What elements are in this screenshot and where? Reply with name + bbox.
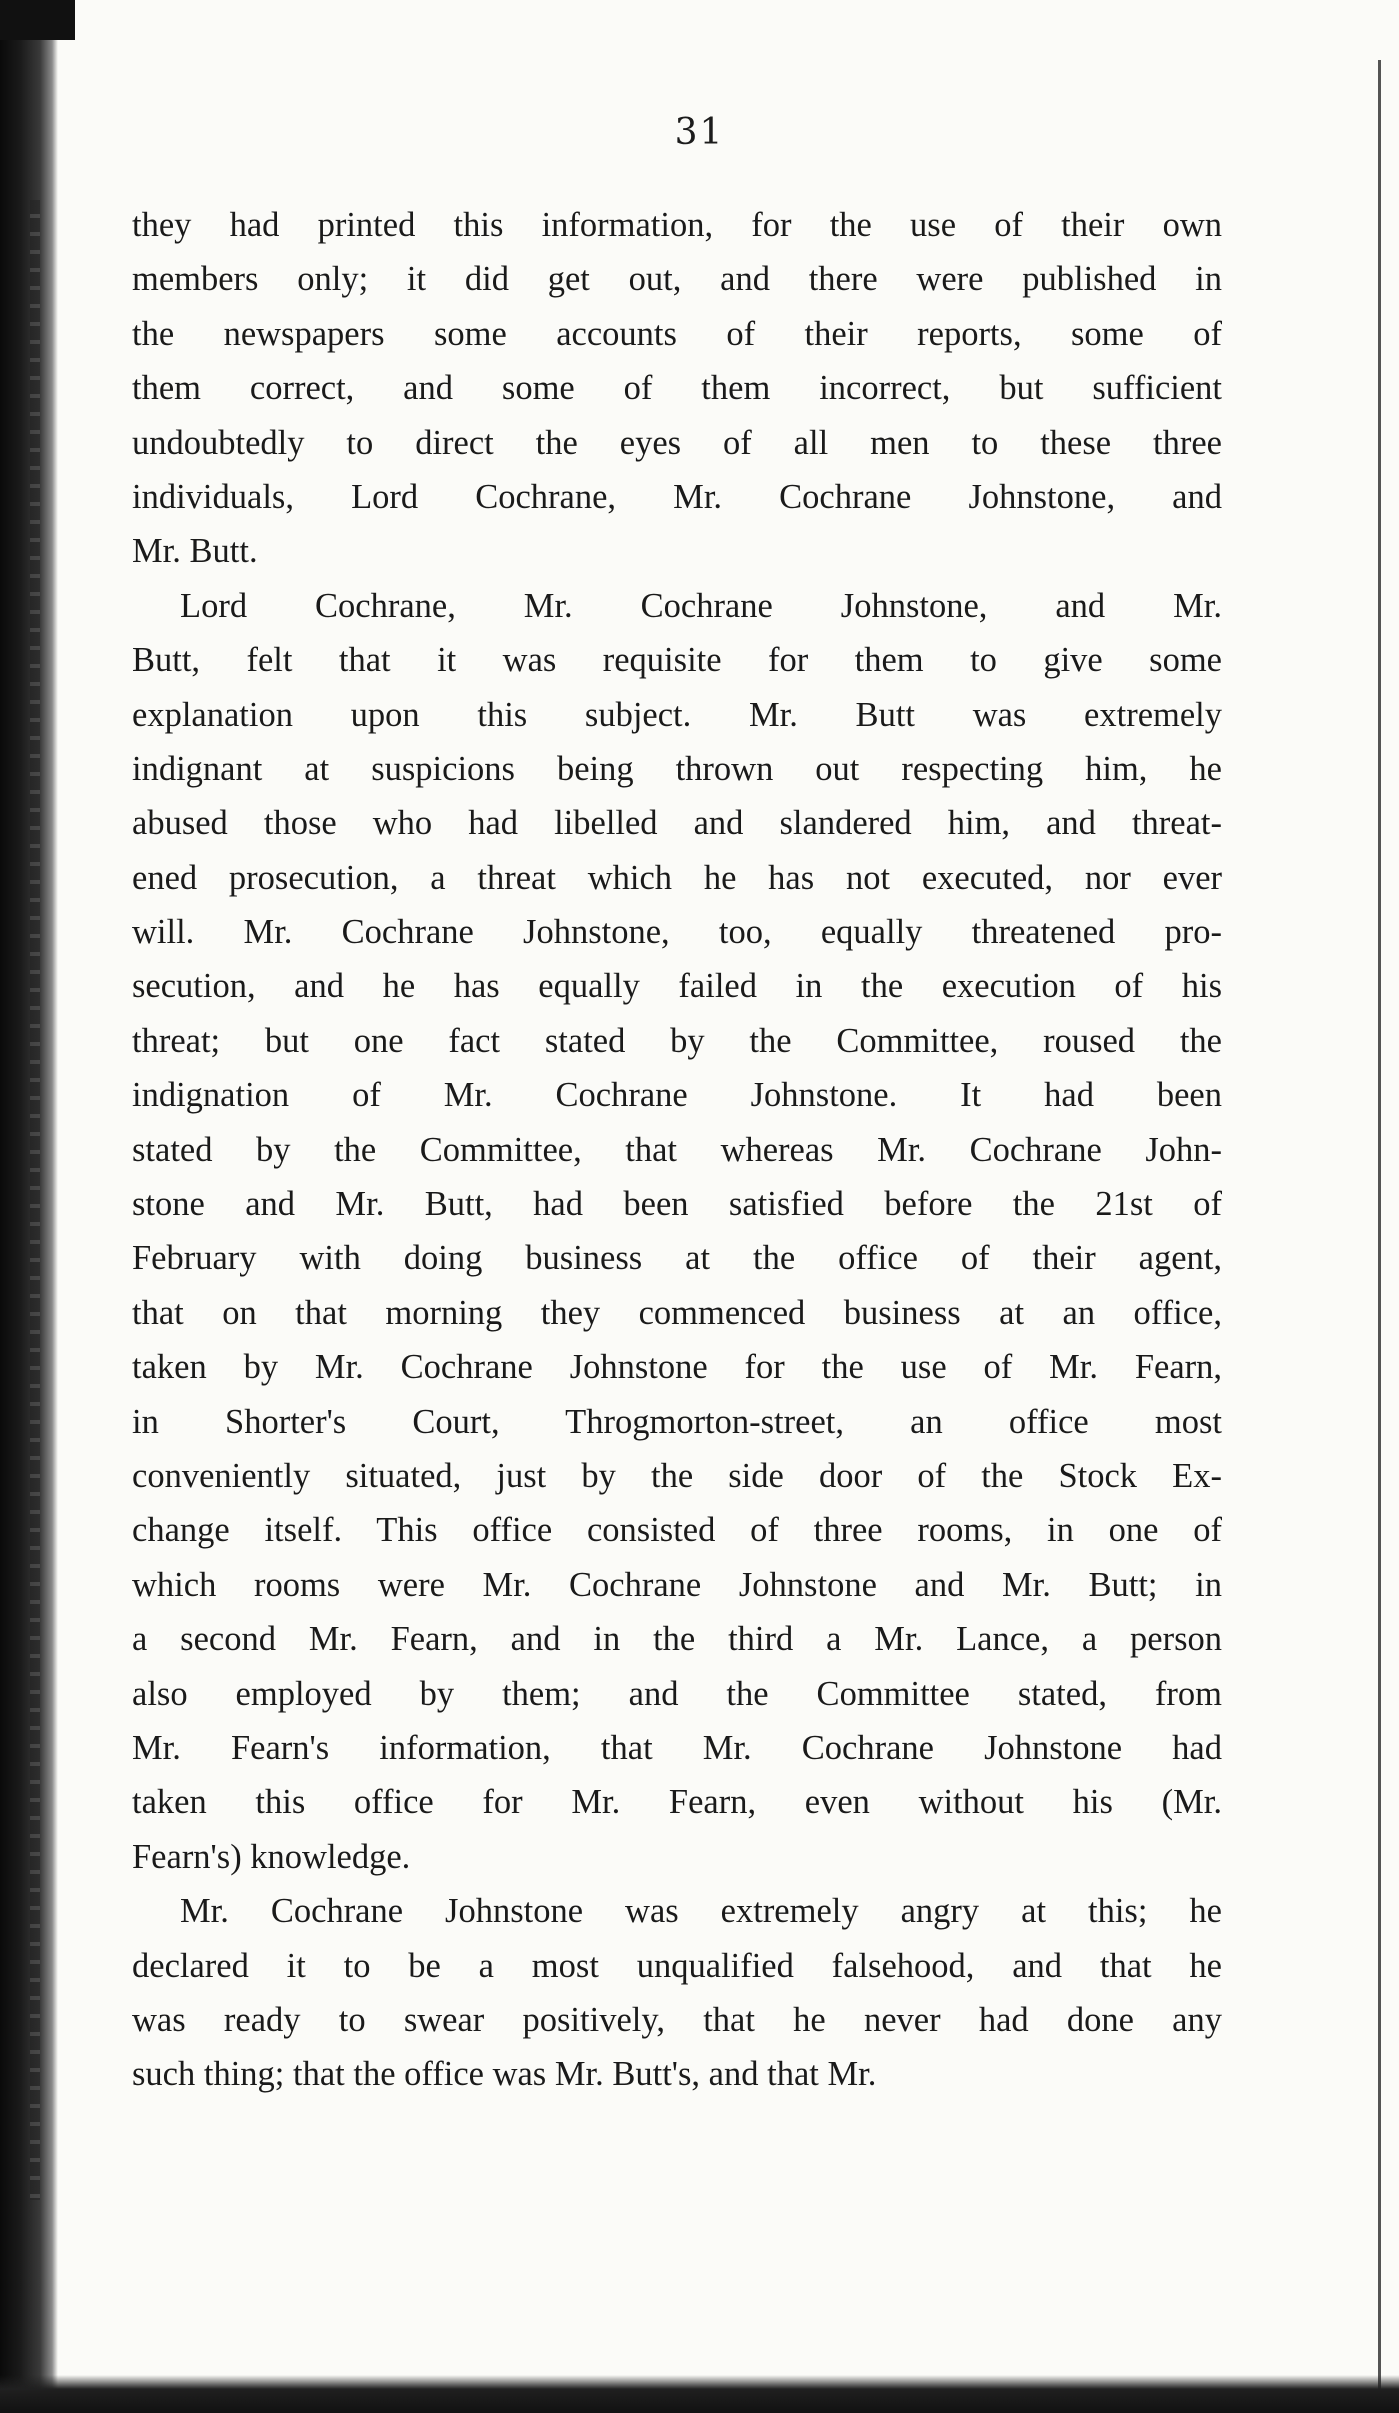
- text-line: members only; it did get out, and there were published in: [132, 260, 1222, 299]
- text-line: February with doing business at the office of their agent,: [132, 1239, 1222, 1278]
- text-line: stone and Mr. Butt, had been satisfied before the 21st of: [132, 1185, 1222, 1224]
- text-line: them correct, and some of them incorrect, but sufficient: [132, 369, 1222, 408]
- text-line: in Shorter's Court, Throgmorton-street, an office most: [132, 1402, 1222, 1441]
- text-line: explanation upon this subject. Mr. Butt was extremely: [132, 695, 1222, 734]
- binding-edge: [0, 0, 58, 2413]
- text-line: secution, and he has equally failed in the execution of his: [132, 967, 1222, 1006]
- binding-spine: [30, 200, 40, 2200]
- text-line: Mr. Fearn's information, that Mr. Cochrane Johnstone had: [132, 1728, 1222, 1767]
- text-line: declared it to be a most unqualified falsehood, and that he: [132, 1946, 1222, 1985]
- text-line: taken this office for Mr. Fearn, even without his (Mr.: [132, 1783, 1222, 1822]
- text-line: threat; but one fact stated by the Committee, roused the: [132, 1021, 1222, 1060]
- text-line: was ready to swear positively, that he never had done any: [132, 2000, 1222, 2039]
- body-text: [132, 198, 1222, 2102]
- paragraph: [132, 198, 1222, 579]
- text-line: Fearn's) knowledge.: [132, 1837, 411, 1876]
- text-line: a second Mr. Fearn, and in the third a Mr. Lance, a person: [132, 1620, 1222, 1659]
- text-line: individuals, Lord Cochrane, Mr. Cochrane Johnstone, and: [132, 477, 1222, 516]
- binding-corner: [0, 0, 75, 40]
- text-line: conveniently situated, just by the side door of the Stock Ex-: [132, 1456, 1222, 1495]
- text-line: the newspapers some accounts of their reports, some of: [132, 314, 1222, 353]
- text-line: indignation of Mr. Cochrane Johnstone. It had been: [132, 1076, 1222, 1115]
- paragraph: [132, 1884, 1222, 2102]
- text-line: they had printed this information, for the use of their own: [132, 206, 1222, 244]
- text-line: which rooms were Mr. Cochrane Johnstone and Mr. Butt; in: [132, 1565, 1222, 1604]
- text-line: indignant at suspicions being thrown out respecting him, he: [132, 749, 1222, 788]
- text-line: Mr. Cochrane Johnstone was extremely angry at this; he: [180, 1892, 1222, 1931]
- text-line: Mr. Butt.: [132, 532, 258, 571]
- text-line: will. Mr. Cochrane Johnstone, too, equally threatened pro-: [132, 913, 1222, 952]
- text-line: such thing; that the office was Mr. Butt's, and that Mr.: [132, 2055, 877, 2094]
- paragraph: [132, 579, 1222, 1884]
- page-number: 31: [674, 112, 725, 153]
- text-line: undoubtedly to direct the eyes of all men to these three: [132, 423, 1222, 462]
- page-bottom-edge: [0, 2375, 1399, 2413]
- text-line: stated by the Committee, that whereas Mr. Cochrane John-: [132, 1130, 1222, 1169]
- text-line: ened prosecution, a threat which he has not executed, nor ever: [132, 858, 1222, 897]
- text-line: also employed by them; and the Committee stated, from: [132, 1674, 1222, 1713]
- text-line: that on that morning they commenced business at an office,: [132, 1293, 1222, 1332]
- text-line: change itself. This office consisted of three rooms, in one of: [132, 1511, 1222, 1550]
- text-line: Lord Cochrane, Mr. Cochrane Johnstone, and Mr.: [180, 586, 1222, 625]
- page-right-edge: [1378, 60, 1381, 2390]
- text-line: Butt, felt that it was requisite for them to give some: [132, 641, 1222, 680]
- text-line: taken by Mr. Cochrane Johnstone for the use of Mr. Fearn,: [132, 1348, 1222, 1387]
- text-line: abused those who had libelled and slandered him, and threat-: [132, 804, 1222, 843]
